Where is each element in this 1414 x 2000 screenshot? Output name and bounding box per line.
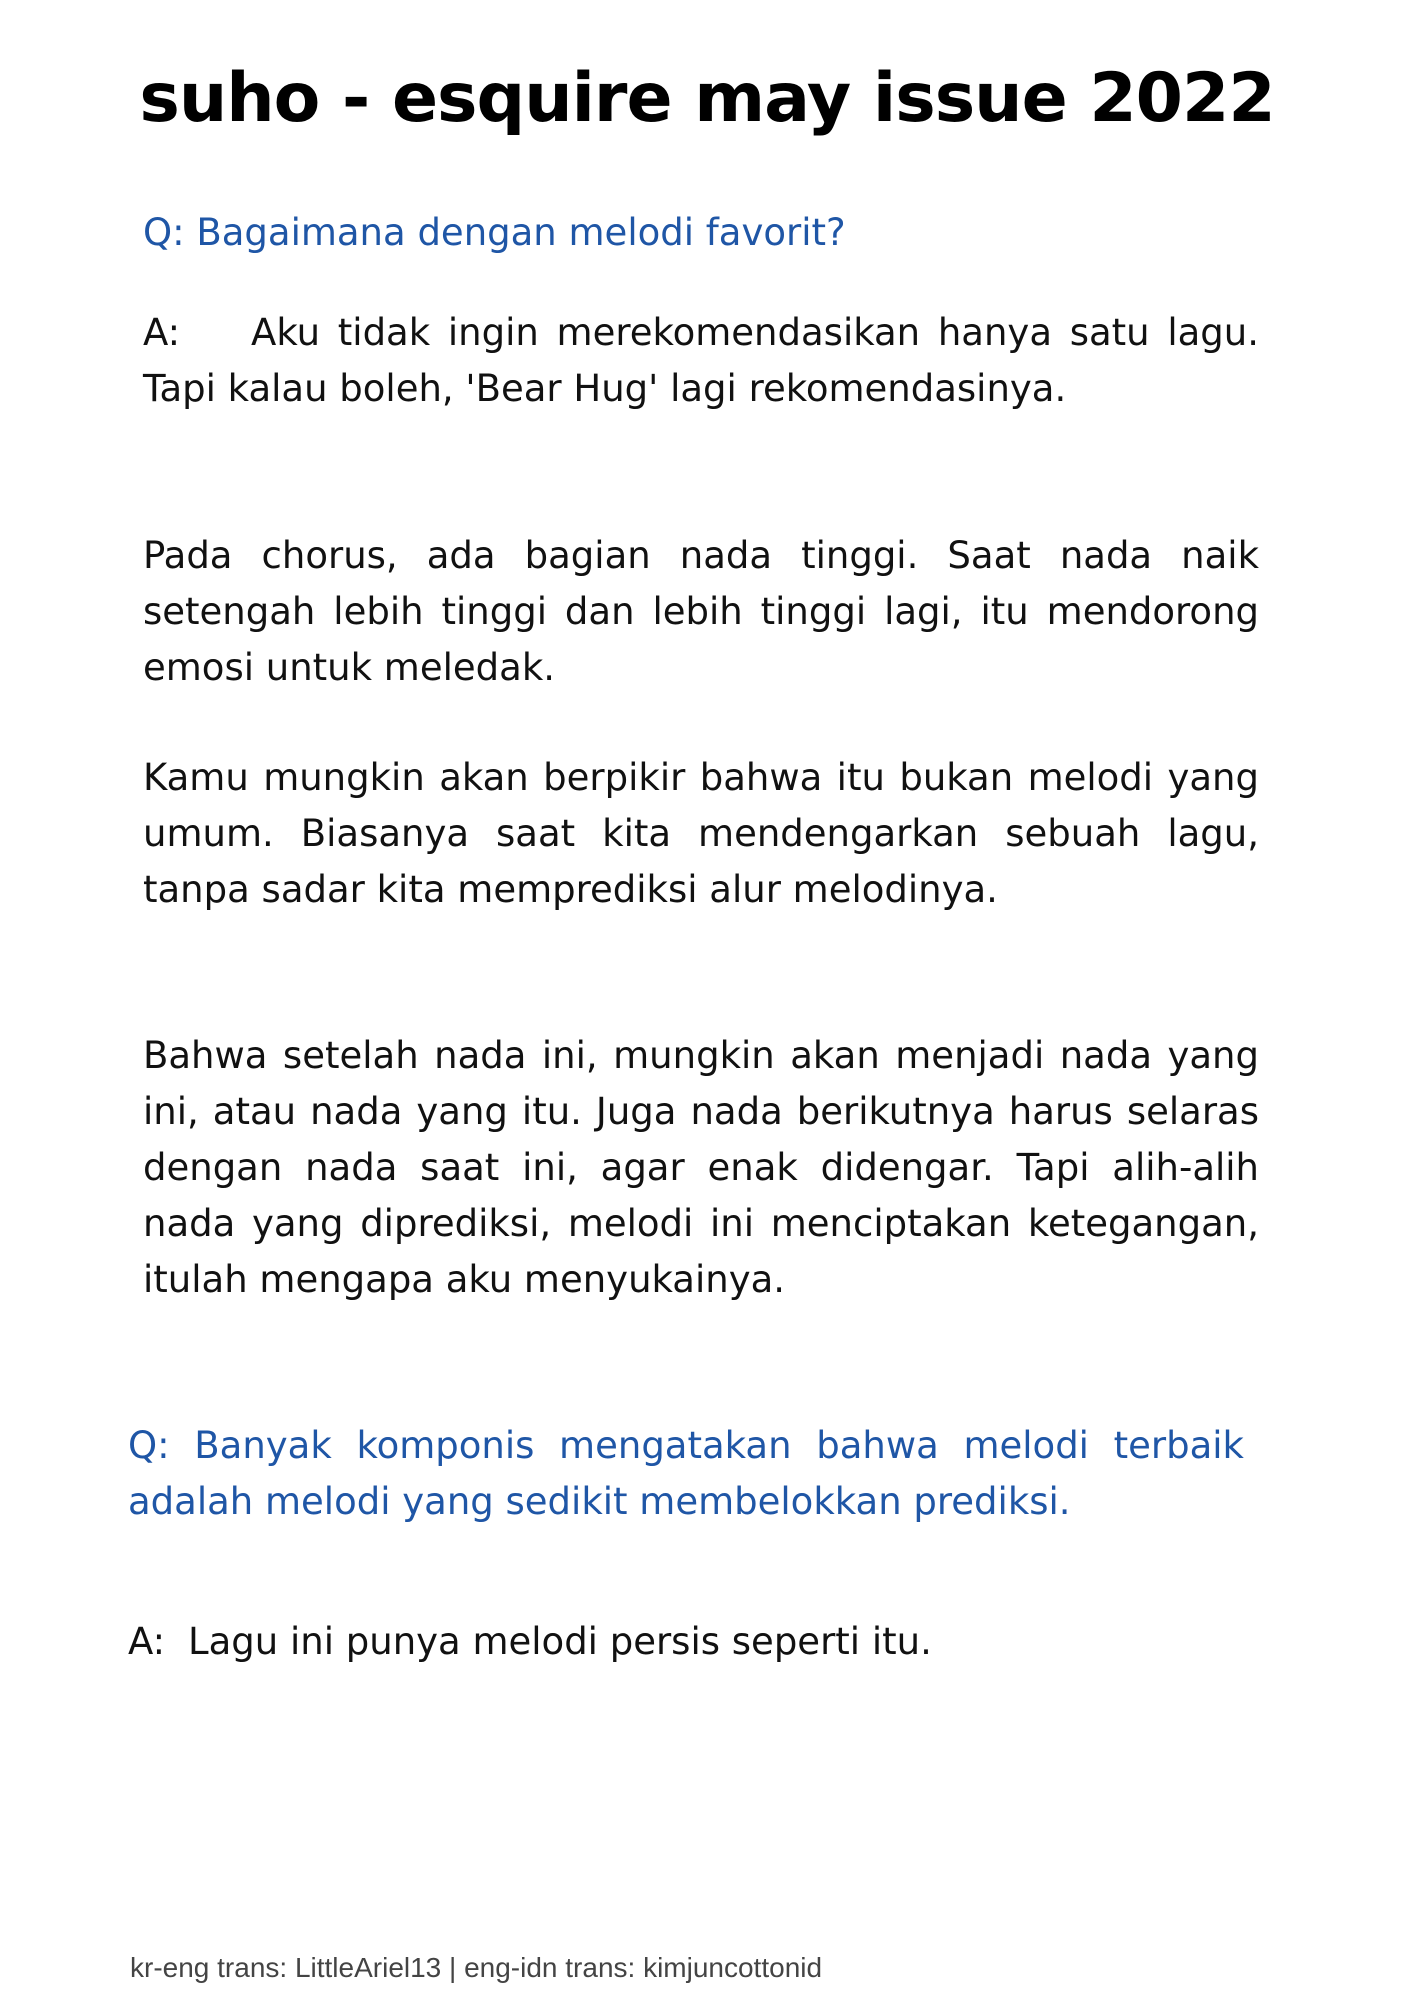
answer-2-text: Lagu ini punya melodi persis seperti itu. [188,1620,932,1663]
answer-1-paragraph-2: Pada chorus, ada bagian nada tinggi. Saat nada naik setengah lebih tinggi dan lebih tinggi lagi, itu mendorong emosi untuk meledak. [143,534,1259,689]
answer-1-paragraph-2-block [143,528,1259,696]
answer-2-label: A: [128,1620,166,1663]
question-1: Q: Bagaimana dengan melodi favorit? [143,211,846,254]
answer-1-block [143,305,1271,417]
answer-1-paragraph-4: Bahwa setelah nada ini, mungkin akan menjadi nada yang ini, atau nada yang itu. Juga nada berikutnya harus selaras dengan nada saat ini, agar enak didengar. Tapi alih-alih nada yang diprediksi, melodi ini menciptakan ketegangan, itulah mengapa aku menyukainya. [143,1034,1259,1301]
answer-1-paragraph-3-block [143,750,1259,918]
page-title: suho - esquire may issue 2022 [139,59,1275,138]
question-1-block [143,205,1259,261]
answer-1-paragraph-4-block [143,1028,1259,1308]
answer-1-paragraph-1: A: Aku tidak ingin merekomendasikan hanya satu lagu. Tapi kalau boleh, 'Bear Hug' lagi rekomendasinya. [143,311,1271,410]
question-2: Q: Banyak komponis mengatakan bahwa melodi terbaik adalah melodi yang sedikit membelokkan prediksi. [128,1424,1244,1523]
answer-2 [128,1614,1259,1670]
answer-2-block [128,1614,1259,1670]
translation-credits: kr-eng trans: LittleAriel13 | eng-idn trans: kimjuncottonid [130,1952,823,1983]
answer-1-paragraph-3: Kamu mungkin akan berpikir bahwa itu bukan melodi yang umum. Biasanya saat kita mendengarkan sebuah lagu, tanpa sadar kita memprediksi alur melodinya. [143,756,1259,911]
question-2-block [128,1418,1244,1530]
